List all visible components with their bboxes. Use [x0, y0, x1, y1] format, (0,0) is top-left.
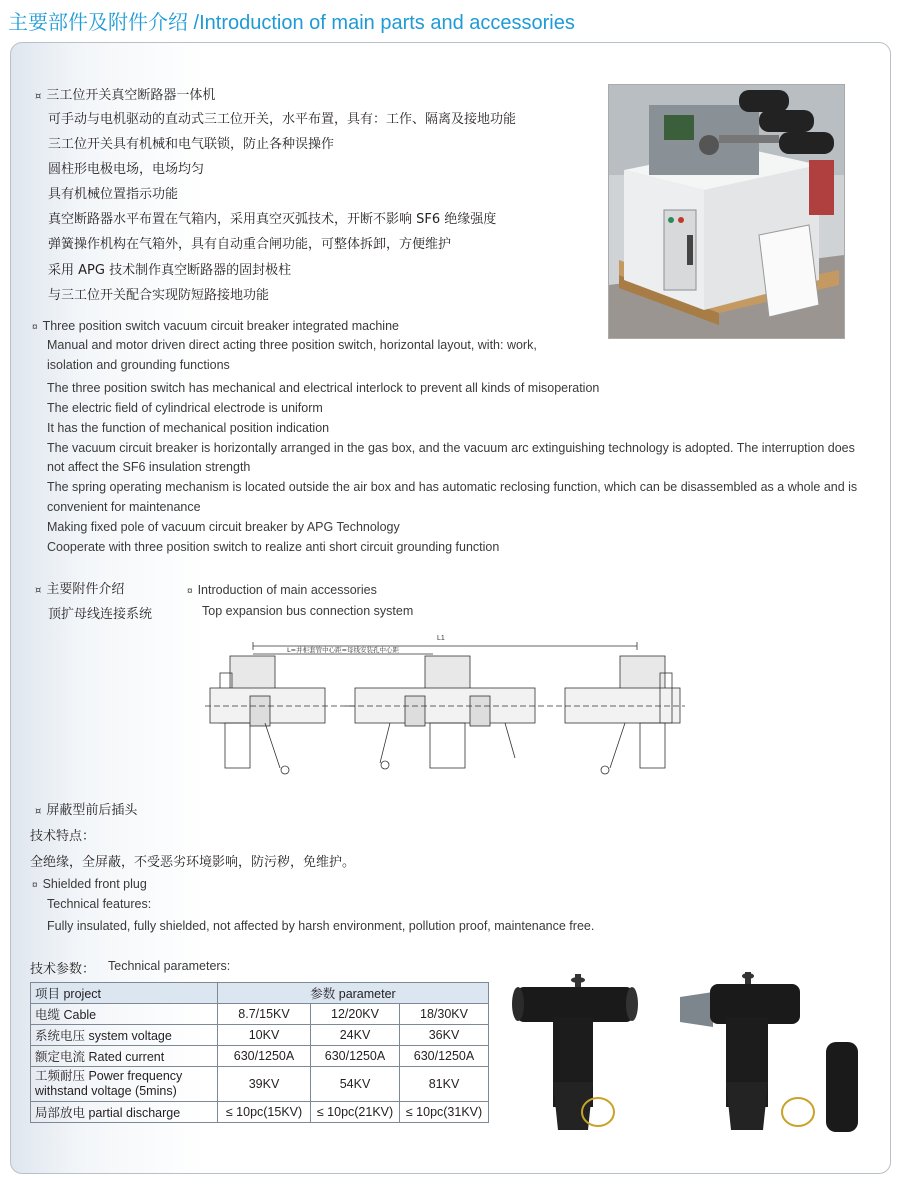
- section1-cn-line: 具有机械位置指示功能: [48, 187, 179, 202]
- section1-cn-line: 与三工位开关配合实现防短路接地功能: [48, 288, 270, 303]
- table-row: [31, 1102, 489, 1123]
- section2-cn-sub: 顶扩母线连接系统: [48, 607, 153, 622]
- bullet-icon: ¤: [32, 880, 38, 891]
- drawing-label: L=并柜套管中心距=母线安装孔中心距: [287, 646, 400, 654]
- section1-en-line: The vacuum circuit breaker is horizontally arranged in the gas box, and the vacuum arc extinguishing technology is adopted. The interruption does: [47, 441, 855, 455]
- section3-en-features: Fully insulated, fully shielded, not affected by harsh environment, pollution proof, maintenance free.: [47, 919, 595, 933]
- table-row: [31, 1004, 489, 1025]
- section1-cn-line: 弹簧操作机构在气箱外，具有自动重合闸功能，可整体拆卸，方便维护: [48, 237, 452, 252]
- bullet-icon: ¤: [32, 322, 38, 333]
- row-value: 630/1250A: [400, 1046, 489, 1067]
- row-value: 630/1250A: [218, 1046, 311, 1067]
- row-name: 系统电压 system voltage: [31, 1025, 218, 1046]
- params-label-en: Technical parameters:: [108, 959, 231, 973]
- header-parameter: 参数 parameter: [218, 983, 489, 1004]
- header-project: 项目 project: [31, 983, 218, 1004]
- page-title-cn: 主要部件及附件介绍: [8, 10, 188, 34]
- table-header-row: [31, 983, 489, 1004]
- section1-cn-line: 采用 APG 技术制作真空断路器的固封极柱: [48, 263, 292, 278]
- row-value: 24KV: [311, 1025, 400, 1046]
- params-label-cn: 技术参数：: [30, 962, 96, 977]
- section2-cn-heading: ¤ 主要附件介绍: [35, 582, 125, 597]
- section1-en-line: not affect the SF6 insulation strength: [47, 460, 251, 474]
- section1-en-line: isolation and grounding functions: [47, 358, 230, 372]
- parameters-table: [30, 982, 489, 1123]
- table-row: [31, 1046, 489, 1067]
- section1-en-line: The electric field of cylindrical electrode is uniform: [47, 401, 323, 415]
- shielded-plug-photo: [498, 962, 888, 1142]
- section1-en-line: Manual and motor driven direct acting three position switch, horizontal layout, with: work,: [47, 338, 537, 352]
- bullet-icon: ¤: [35, 585, 42, 596]
- bullet-icon: ¤: [187, 586, 193, 597]
- row-value: 54KV: [311, 1067, 400, 1102]
- section1-cn-line: 圆柱形电极电场，电场均匀: [48, 162, 205, 177]
- row-value: 630/1250A: [311, 1046, 400, 1067]
- section1-en-line: Making fixed pole of vacuum circuit breaker by APG Technology: [47, 520, 400, 534]
- row-value: 10KV: [218, 1025, 311, 1046]
- row-name: 局部放电 partial discharge: [31, 1102, 218, 1123]
- section1-en-heading: ¤ Three position switch vacuum circuit breaker integrated machine: [32, 319, 399, 333]
- section1-en-line: The spring operating mechanism is located outside the air box and has automatic reclosing function, which can be disassembled as a whole and is: [47, 480, 858, 494]
- bullet-icon: ¤: [35, 91, 42, 102]
- row-name: 电缆 Cable: [31, 1004, 218, 1025]
- section3-cn-features: 全绝缘，全屏蔽，不受恶劣环境影响，防污秽，免维护。: [30, 855, 356, 870]
- section1-en-line: The three position switch has mechanical and electrical interlock to prevent all kinds of misoperation: [47, 381, 600, 395]
- row-value: 36KV: [400, 1025, 489, 1046]
- switchgear-photo: [608, 84, 845, 339]
- section3-cn-heading: ¤ 屏蔽型前后插头: [35, 803, 138, 818]
- section1-cn-heading: ¤ 三工位开关真空断路器一体机: [35, 88, 216, 103]
- section3-en-heading: ¤ Shielded front plug: [32, 877, 147, 891]
- table-row: [31, 1067, 489, 1102]
- section1-cn-line: 可手动与电机驱动的直动式三工位开关，水平布置，具有：工作、隔离及接地功能: [48, 112, 517, 127]
- section3-cn-features-label: 技术特点：: [30, 829, 96, 844]
- row-value: ≤ 10pc(21KV): [311, 1102, 400, 1123]
- section1-en-line: Cooperate with three position switch to realize anti short circuit grounding function: [47, 540, 500, 554]
- row-value: 39KV: [218, 1067, 311, 1102]
- row-value: 12/20KV: [311, 1004, 400, 1025]
- page-title: [8, 6, 575, 35]
- drawing-label-top: L1: [437, 635, 445, 642]
- row-value: 8.7/15KV: [218, 1004, 311, 1025]
- row-value: 18/30KV: [400, 1004, 489, 1025]
- section1-en-line: It has the function of mechanical position indication: [47, 421, 330, 435]
- section2-en-sub: Top expansion bus connection system: [202, 604, 414, 618]
- section1-en-line: convenient for maintenance: [47, 500, 201, 514]
- bus-connection-drawing: [205, 628, 685, 778]
- section1-cn-line: 真空断路器水平布置在气箱内，采用真空灭弧技术，开断不影响 SF6 绝缘强度: [48, 212, 497, 227]
- row-value: ≤ 10pc(15KV): [218, 1102, 311, 1123]
- section1-cn-line: 三工位开关具有机械和电气联锁，防止各种误操作: [48, 137, 335, 152]
- row-name: 工频耐压 Power frequency withstand voltage (5mins): [31, 1067, 218, 1102]
- bullet-icon: ¤: [35, 806, 42, 817]
- row-value: 81KV: [400, 1067, 489, 1102]
- row-name: 额定电流 Rated current: [31, 1046, 218, 1067]
- table-row: [31, 1025, 489, 1046]
- row-value: ≤ 10pc(31KV): [400, 1102, 489, 1123]
- page-title-en: /Introduction of main parts and accessories: [188, 12, 575, 34]
- section2-en-heading: ¤ Introduction of main accessories: [187, 583, 377, 597]
- section3-en-features-label: Technical features:: [47, 897, 152, 911]
